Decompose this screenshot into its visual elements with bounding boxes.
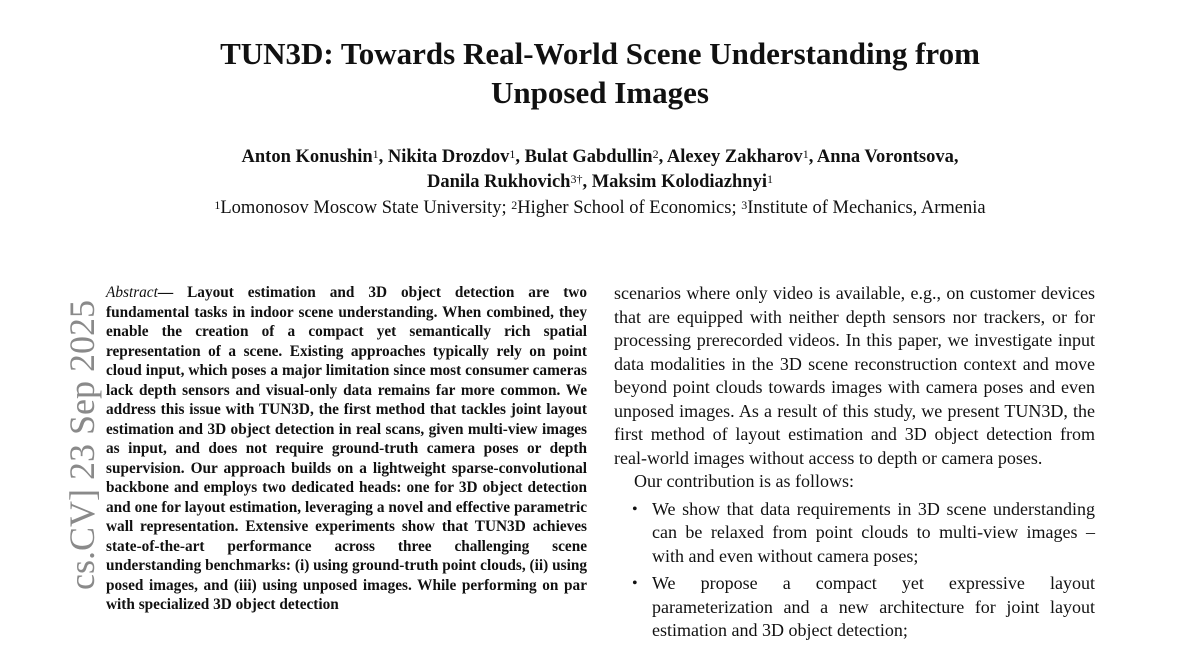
- author-separator: ,: [658, 147, 667, 167]
- abstract-text: Layout estimation and 3D object detection are two fundamental tasks in indoor scene understanding. When combined, they enable the creation of a compact yet semantically rich spatial representation of a scene. Existing approaches typically rely on point cloud input, which poses a major limitation since most consumer cameras lack depth sensors and visual-only data remains far more common. We address this issue with TUN3D, the first method that tackles joint layout estimation and 3D object detection in real scans, given multi-view images as input, and does not require ground-truth camera poses or depth supervision. Our approach builds on a lightweight sparse-convolutional backbone and employs two dedicated heads: one for 3D object detection and one for layout estimation, leveraging a novel and effective parametric wall representation. Extensive experiments show that TUN3D achieves state-of-the-art performance across three challenging scene understanding benchmarks: (i) using ground-truth point clouds, (ii) using posed images, and (iii) using unposed images. While performing on par with specialized 3D object detection: [106, 284, 587, 613]
- abstract-label: Abstract: [106, 284, 158, 301]
- author-separator: ,: [953, 147, 959, 167]
- arxiv-sidebar: [22, 300, 102, 648]
- contribution-text: We propose a compact yet expressive layout parameterization and a new architecture for joint layout estimation and 3D object detection;: [652, 573, 1095, 640]
- contribution-item: [614, 498, 1095, 569]
- author-affiliation-mark: 1: [802, 147, 809, 161]
- author-name: Anna Vorontsova: [816, 147, 954, 167]
- affiliations: [0, 196, 1200, 220]
- author-affiliation-mark: 1: [766, 172, 773, 186]
- contribution-intro: Our contribution is as follows:: [634, 471, 854, 491]
- authors-line-1: [0, 145, 1200, 170]
- introduction-column: [614, 282, 1095, 647]
- authors-line-2: [0, 170, 1200, 195]
- author-affiliation-mark: 3†: [570, 172, 583, 186]
- author-name: Danila Rukhovich: [427, 172, 571, 192]
- affiliation-name: Higher School of Economics;: [517, 198, 742, 218]
- author-name: Maksim Kolodiazhnyi: [591, 172, 767, 192]
- abstract: [106, 283, 587, 615]
- author-name: Alexey Zakharov: [666, 147, 803, 167]
- affiliation-number: 1: [214, 198, 221, 212]
- affiliation-number: 3: [741, 198, 748, 212]
- affiliation-number: 2: [511, 198, 518, 212]
- author-name: Nikita Drozdov: [387, 147, 510, 167]
- author-affiliation-mark: 1: [372, 147, 379, 161]
- contribution-list: [614, 498, 1095, 643]
- author-list: [0, 145, 1200, 195]
- intro-paragraph: scenarios where only video is available, e.g., on customer devices that are equipped with neither depth sensors nor trackers, or for processing prerecorded videos. In this paper, we investigate input data modalities in the 3D scene reconstruction context and move beyond point clouds towards images with camera poses and even unposed images. As a result of this study, we present TUN3D, the first method of layout estimation and 3D object detection from real-world images without access to depth or camera poses.: [614, 283, 1095, 468]
- abstract-dash: —: [157, 284, 188, 301]
- title-line-2: Unposed Images: [491, 75, 709, 110]
- author-name: Bulat Gabdullin: [524, 147, 653, 167]
- affiliation-name: Institute of Mechanics, Armenia: [747, 198, 986, 218]
- contribution-text: We show that data requirements in 3D scene understanding can be relaxed from point clouds to multi-view images – with and even without camera poses;: [652, 498, 1095, 566]
- author-separator: ,: [582, 172, 592, 192]
- contribution-item: [614, 572, 1095, 643]
- bullet-icon: •: [632, 500, 638, 518]
- affiliation-name: Lomonosov Moscow State University;: [220, 198, 512, 218]
- author-separator: ,: [808, 147, 817, 167]
- title-line-1: TUN3D: Towards Real-World Scene Understanding from: [220, 36, 980, 71]
- author-separator: ,: [378, 147, 388, 167]
- author-separator: ,: [515, 147, 525, 167]
- arxiv-identifier: cs.CV] 23 Sep 2025: [62, 300, 102, 590]
- bullet-icon: •: [632, 575, 638, 592]
- author-affiliation-mark: 2: [652, 147, 659, 161]
- author-name: Anton Konushin: [241, 147, 373, 167]
- paper-title: [0, 34, 1200, 112]
- author-affiliation-mark: 1: [509, 147, 516, 161]
